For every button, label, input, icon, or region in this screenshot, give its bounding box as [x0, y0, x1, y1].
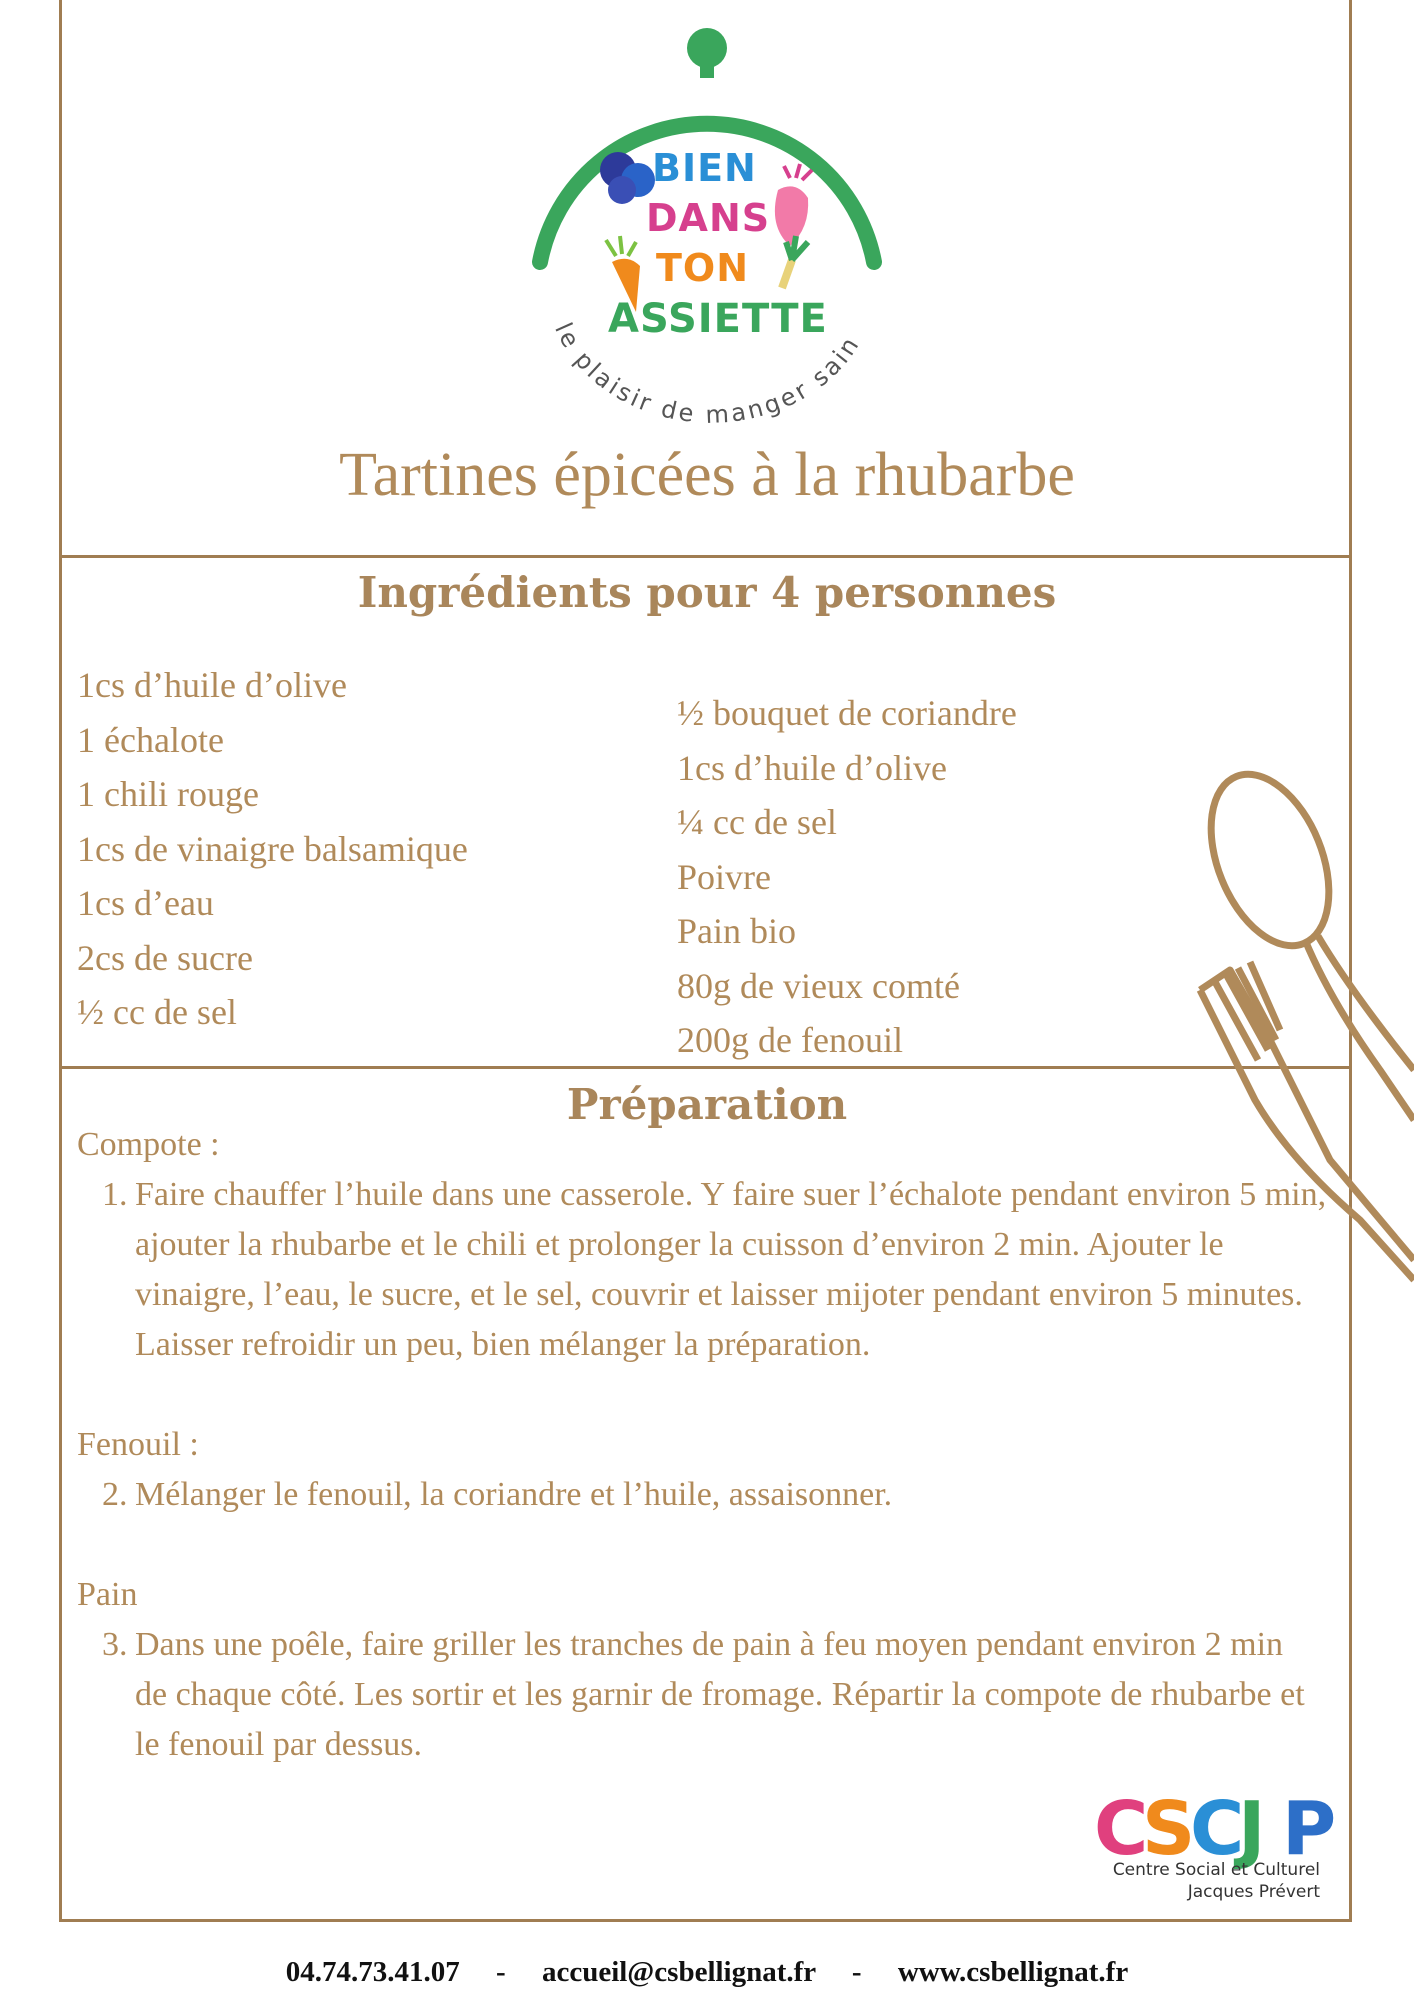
- ingredient-item: 1 échalote: [77, 719, 224, 760]
- step-number: 3.: [102, 1626, 128, 1663]
- ingredients-list-right: [677, 686, 1017, 1068]
- logo-word-ton: TON: [656, 246, 750, 290]
- ingredient-item: Poivre: [677, 856, 771, 897]
- partner-caption-line1: Centre Social et Culturel: [1112, 1860, 1320, 1880]
- logo-word-bien: BIEN: [652, 146, 757, 190]
- ingredient-item: 1cs d’huile d’olive: [77, 665, 347, 705]
- step-text: Dans une poêle, faire griller les tranches de pain à feu moyen pendant environ 2 min de chaque côté. Les sortir et les garnir de fromage. Répartir la compote de rhubarbe et le fenouil par dessus.: [135, 1626, 1305, 1763]
- preparation-body: [77, 1120, 1347, 1770]
- footer-contact: [0, 1956, 1414, 1989]
- ingredients-heading: Ingrédients pour 4 personnes: [357, 568, 1057, 617]
- step-section-label: Compote :: [77, 1126, 220, 1163]
- logo-word-dans: DANS: [646, 196, 771, 240]
- ingredient-item: 1cs de vinaigre balsamique: [77, 828, 468, 869]
- recipe-title: Tartines épicées à la rhubarbe: [339, 441, 1075, 509]
- ingredient-item: 1 chili rouge: [77, 774, 259, 814]
- preparation-heading: Préparation: [566, 1080, 848, 1129]
- footer-separator: -: [851, 1956, 862, 1988]
- ingredients-list-left: [77, 658, 468, 1040]
- logo-word-assiette: ASSIETTE: [608, 296, 828, 342]
- ingredient-item: ½ cc de sel: [77, 992, 237, 1032]
- svg-text:S: S: [1142, 1786, 1196, 1872]
- svg-text:le plaisir de manger sain: le plaisir de manger sain: [549, 318, 866, 429]
- bien-dans-ton-assiette-logo: [520, 20, 900, 440]
- ingredient-item: 80g de vieux comté: [677, 965, 960, 1006]
- partner-caption-line2: Jacques Prévert: [1187, 1882, 1320, 1902]
- preparation-step: [102, 1470, 1347, 1520]
- step-section-label: Fenouil :: [77, 1426, 199, 1463]
- step-text: Mélanger le fenouil, la coriandre et l’huile, assaisonner.: [135, 1476, 893, 1513]
- svg-text:C: C: [1094, 1786, 1149, 1872]
- svg-text:J: J: [1238, 1786, 1266, 1872]
- ingredient-item: 2cs de sucre: [77, 937, 253, 978]
- ingredient-item: Pain bio: [677, 911, 797, 951]
- ingredient-item: ¼ cc de sel: [677, 802, 837, 842]
- ingredient-item: 200g de fenouil: [677, 1020, 903, 1060]
- svg-text:P: P: [1282, 1786, 1337, 1872]
- preparation-step: [102, 1170, 1347, 1370]
- footer-email[interactable]: accueil@csbellignat.fr: [541, 1956, 816, 1988]
- footer-separator: -: [496, 1956, 506, 1988]
- preparation-step: [102, 1620, 1347, 1770]
- footer-phone: 04.74.73.41.07: [285, 1956, 460, 1988]
- svg-text:C: C: [1190, 1786, 1245, 1872]
- step-number: 1.: [102, 1176, 128, 1213]
- step-text: Faire chauffer l’huile dans une casserole. Y faire suer l’échalote pendant environ 5 min, ajouter la rhubarbe et le chili et prolonger la cuisson d’environ 2 min. Ajouter le vinaigre, l’eau, le sucre, et le sel, couvrir et laisser mijoter pendant environ 5 minutes. Laisser refroidir un peu, bien mélanger la préparation.: [135, 1176, 1327, 1363]
- divider-title: [59, 555, 1352, 558]
- ingredient-item: ½ bouquet de coriandre: [677, 693, 1017, 733]
- step-number: 2.: [102, 1476, 128, 1513]
- ingredient-item: 1cs d’eau: [77, 883, 214, 923]
- step-section-label: Pain: [77, 1576, 138, 1613]
- ingredient-item: 1cs d’huile d’olive: [677, 747, 947, 788]
- footer-website[interactable]: www.csbellignat.fr: [897, 1956, 1129, 1988]
